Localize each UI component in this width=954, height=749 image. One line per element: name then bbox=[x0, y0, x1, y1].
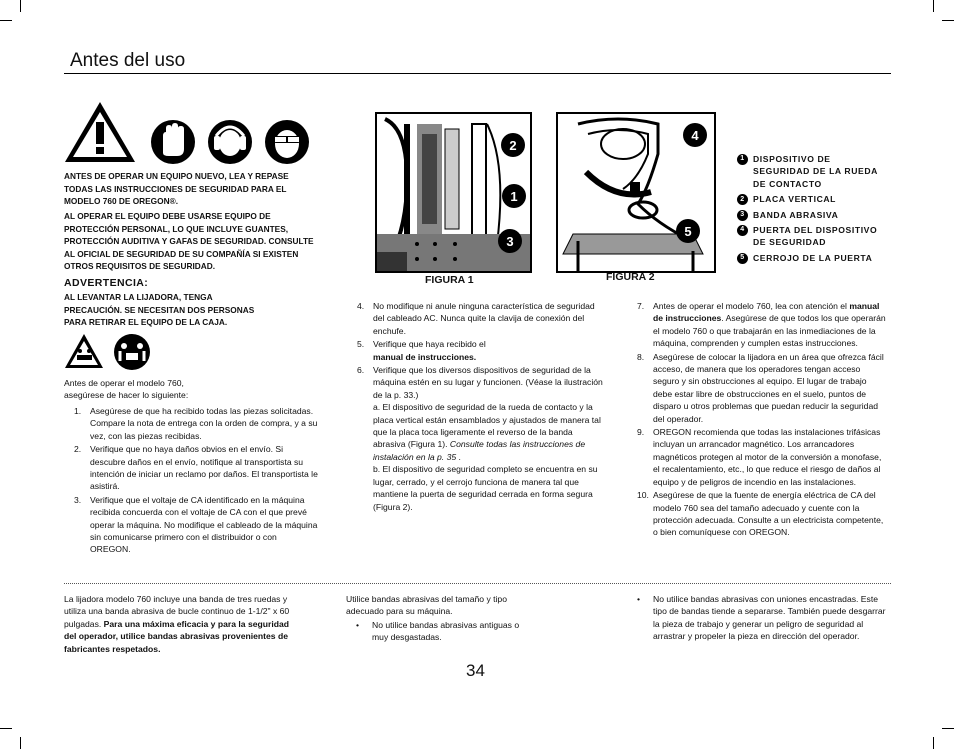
legend-number: 4 bbox=[737, 225, 748, 236]
two-person-lift-icon bbox=[64, 333, 174, 371]
page-number: 34 bbox=[466, 661, 485, 680]
warning-read-instructions: ANTES DE OPERAR UN EQUIPO NUEVO, LEA Y REPASE TODAS LAS INSTRUCCIONES DE SEGURIDAD PARA EL MODELO 760 DE OREGON®. bbox=[64, 171, 289, 207]
figure-legend bbox=[737, 153, 887, 267]
item-text: No utilice bandas abrasivas con uniones encastradas. Este tipo de bandas tiende a separarse. También puede desgarrar la pieza de trabajo y generar un peligro de seguridad al arrastrar y propeler la pieza en dirección del operador. bbox=[653, 594, 886, 642]
lifting-icons bbox=[64, 333, 174, 371]
item-subtext-b: b. El dispositivo de seguridad completo se encuentra en su lugar, cerrado, y el cerrojo funciona de manera tal que mantiene la puerta de seguridad cerrada en forma segura (Figura 2). bbox=[373, 464, 598, 512]
intro-text: Antes de operar el modelo 760, asegúrese de hacer lo siguiente: bbox=[64, 378, 189, 401]
item-text-cont: . Asegúrese de que todos los que operarán el modelo 760 o que trabajarán en las inmediaciones de la máquina, comprenden y cumplen estas instrucciones. bbox=[653, 313, 886, 349]
callout-3: 3 bbox=[498, 229, 522, 253]
list-item bbox=[637, 593, 887, 643]
figure-2-caption: FIGURA 2 bbox=[606, 271, 655, 283]
item-subtext-a: a. El dispositivo de seguridad de la rueda de contacto y la placa vertical están ensamblados y ajustados de manera tal que la placa toca ligeramente el reverso de la banda abrasiva (Figura 1). bbox=[373, 402, 601, 450]
item-text: Verifique que los diversos dispositivos de seguridad de la máquina estén en su lugar y funcionen. (Véase la ilustración de la p. 33.) bbox=[373, 365, 603, 400]
item-text: No modifique ni anule ninguna característica de seguridad del cableado AC. Nunca quite la clavija de conexión del enchufe. bbox=[373, 301, 595, 336]
callout-2: 2 bbox=[501, 133, 525, 157]
legend-text: DISPOSITIVO DE SEGURIDAD DE LA RUEDA DE CONTACTO bbox=[753, 154, 878, 189]
legend-number: 3 bbox=[737, 210, 748, 221]
item-number: 7. bbox=[637, 301, 645, 311]
item-number: 4. bbox=[357, 301, 365, 311]
belt-recommendation: Para una máxima eficacia y para la seguridad del operador, utilice bandas abrasivas provenientes de fabricantes respetados. bbox=[64, 618, 290, 654]
left-list bbox=[74, 405, 318, 556]
crop-mark bbox=[20, 0, 21, 12]
figure-1-caption: FIGURA 1 bbox=[425, 274, 474, 286]
item-number: 6. bbox=[357, 365, 365, 376]
bullet: • bbox=[637, 594, 641, 604]
list-item bbox=[637, 351, 887, 425]
item-number: 3. bbox=[74, 494, 82, 505]
legend-item bbox=[737, 193, 887, 205]
list-item bbox=[74, 494, 318, 556]
item-text: No utilice bandas abrasivas antiguas o muy desgastadas. bbox=[372, 619, 520, 643]
advertencia-text: AL LEVANTAR LA LIJADORA, TENGA PRECAUCIÓN. SE NECESITAN DOS PERSONAS PARA RETIRAR EL EQUIPO DE LA CAJA. bbox=[64, 292, 255, 328]
legend-item bbox=[737, 209, 887, 221]
right-column bbox=[637, 300, 887, 539]
legend-text: BANDA ABRASIVA bbox=[753, 209, 839, 220]
safety-icons bbox=[64, 100, 334, 166]
legend-number: 5 bbox=[737, 253, 748, 264]
item-number: 2. bbox=[74, 444, 82, 455]
bullet: • bbox=[356, 619, 360, 630]
crop-mark bbox=[942, 728, 954, 729]
legend-text: PUERTA DEL DISPOSITIVO DE SEGURIDAD bbox=[753, 225, 878, 248]
list-item bbox=[346, 619, 536, 644]
list-item bbox=[637, 426, 887, 488]
page-title: Antes del uso bbox=[70, 50, 186, 71]
item-text: Asegúrese de que ha recibido todas las piezas solicitadas. Compare la nota de entrega con la orden de compra, y a su vez, con las piezas recibidas. bbox=[90, 406, 318, 441]
item-italic-note: Consulte todas las instrucciones de instalación en la p. 35 bbox=[373, 439, 586, 462]
list-item bbox=[357, 338, 607, 363]
manual-emphasis: manual de instrucciones. bbox=[373, 351, 477, 362]
list-item bbox=[74, 405, 318, 442]
advertencia-label: ADVERTENCIA: bbox=[64, 277, 149, 289]
manual-emphasis: manual de instrucciones bbox=[653, 301, 880, 324]
warning-protective-equipment: AL OPERAR EL EQUIPO DEBE USARSE EQUIPO DE PROTECCIÓN PERSONAL, LO QUE INCLUYE GUANTES, PROTECCIÓN AUDITIVA Y GAFAS DE SEGURIDAD. CONSULTE AL OFICIAL DE SEGURIDAD DE SU COMPAÑÍA SI EXISTEN OTROS REQUISITOS DE SEGURIDAD. bbox=[64, 211, 314, 272]
list-item bbox=[357, 300, 607, 337]
warning-triangle-icon bbox=[64, 100, 334, 166]
bottom-col-2 bbox=[346, 593, 536, 644]
item-text: Verifique que el voltaje de CA identificado en la máquina recibida concuerda con el voltaje de CA con el que prevé operar la máquina. No modifique el cableado de la máquina sin comunicarse primero con el distribuidor o con OREGON. bbox=[90, 494, 318, 555]
belt-size-text: Utilice bandas abrasivas del tamaño y tipo adecuado para su máquina. bbox=[346, 594, 507, 617]
legend-item bbox=[737, 224, 887, 249]
crop-mark bbox=[0, 728, 12, 729]
list-item bbox=[74, 443, 318, 493]
item-number: 10. bbox=[637, 490, 649, 501]
item-text: Antes de operar el modelo 760, lea con atención el bbox=[653, 301, 847, 311]
legend-number: 1 bbox=[737, 154, 748, 165]
crop-mark bbox=[0, 20, 12, 21]
belt-description: La lijadora modelo 760 incluye una banda de tres ruedas y utiliza una banda abrasiva de bucle continuo de 1-1/2" x 60 pulgadas. bbox=[64, 594, 290, 629]
crop-mark bbox=[933, 737, 934, 749]
list-item bbox=[637, 300, 887, 350]
item-text: Asegúrese de que la fuente de energía eléctrica de CA del modelo 760 sea del tamaño adecuado y cuente con la protección adecuada. Consulte a un electricista competente, o bien comuníquese con OREGON. bbox=[653, 490, 884, 538]
callout-4: 4 bbox=[683, 123, 707, 147]
middle-column bbox=[357, 300, 607, 513]
section-divider bbox=[64, 583, 891, 584]
item-number: 9. bbox=[637, 427, 645, 438]
legend-number: 2 bbox=[737, 194, 748, 205]
item-text: OREGON recomienda que todas las instalaciones trifásicas incluyan un arrancador magnético. Los arrancadores magnéticos protegen al motor de la conversión a monofase, el recalentamiento, etc., lo que reduce el riesgo de daños al equipo y de peligros de incendio en las instalaciones. bbox=[653, 427, 882, 487]
item-number: 5. bbox=[357, 339, 365, 350]
item-text: Verifique que no haya daños obvios en el envío. Si descubre daños en el envío, notifique al transportista su intención de iniciar un reclamo por daños. El transportista le asistirá. bbox=[90, 444, 318, 492]
title-rule bbox=[64, 73, 891, 74]
legend-item bbox=[737, 252, 887, 264]
list-item bbox=[637, 489, 887, 539]
callout-1: 1 bbox=[502, 184, 526, 208]
legend-text: CERROJO DE LA PUERTA bbox=[753, 252, 873, 263]
item-number: 1. bbox=[74, 406, 82, 416]
item-text: Verifique que haya recibido el bbox=[373, 339, 486, 350]
callout-5: 5 bbox=[676, 219, 700, 243]
bottom-col-1 bbox=[64, 593, 299, 655]
legend-text: PLACA VERTICAL bbox=[753, 194, 837, 205]
item-number: 8. bbox=[637, 351, 645, 362]
crop-mark bbox=[20, 737, 21, 749]
item-text: Asegúrese de colocar la lijadora en un área que ofrezca fácil acceso, de manera que los operadores tengan acceso seguro y sin obstrucciones al equipo. El lugar de trabajo debe estar libre de obstrucciones en el suelo, puntos de disparo u otros problemas que puedan reducir la seguridad del operador. bbox=[653, 351, 884, 424]
crop-mark bbox=[942, 20, 954, 21]
crop-mark bbox=[933, 0, 934, 12]
bottom-col-3 bbox=[637, 593, 887, 643]
list-item: 6. Verifique que los diversos dispositivos de seguridad de la máquina estén en su lugar y funcionen. (Véase la ilustración de la p. 33.) a. El dispositivo de seguridad de la rueda de contacto y la placa vertical están ensamblados y ajustados de manera tal que la placa toca ligeramente el reverso de la banda abrasiva (Figura 1). Consulte todas las instrucciones de instalación en la p. 35 . b. El dispositivo de seguridad completo se encuentra en su lugar, cerrado, y el cerrojo funciona de manera tal que mantiene la puerta de seguridad cerrada en forma segura (Figura 2). bbox=[357, 365, 603, 512]
legend-item bbox=[737, 153, 887, 190]
